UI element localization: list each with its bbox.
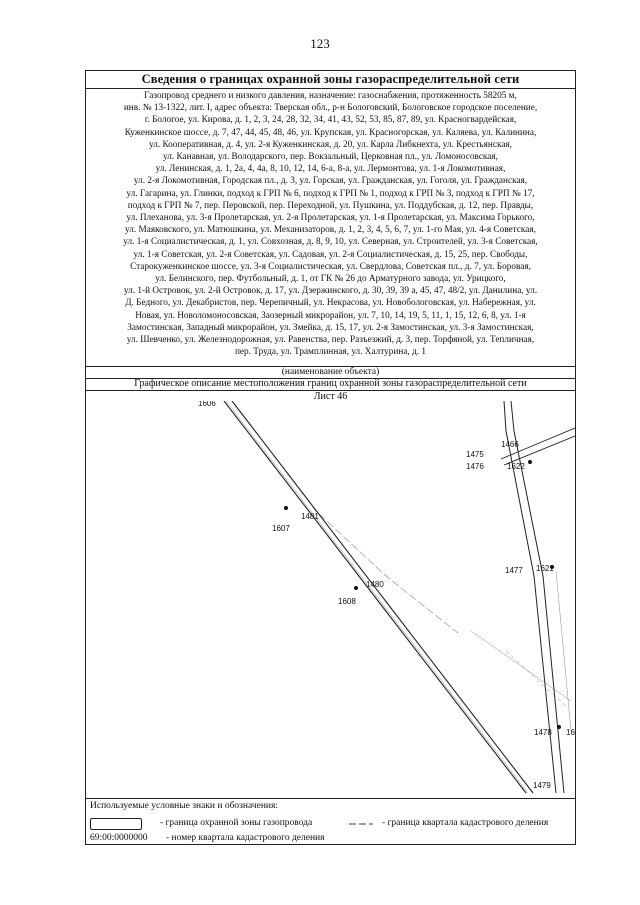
point-label: 1476 (466, 462, 484, 471)
object-description-line: Д. Бедного, ул. Декабристов, пер. Черепичный, ул. Некрасова, ул. Новобологовская, ул. Набережная, ул. (125, 298, 536, 309)
zone-boundary-lines (224, 401, 575, 793)
legend-quarter-boundary: - граница квартала кадастрового деления (382, 818, 549, 828)
aux-line (556, 571, 571, 731)
object-label: (наименование объекта) (86, 366, 575, 379)
point-label: 1606 (198, 401, 216, 408)
point-label: 1479 (533, 781, 551, 790)
quarter-boundary-swatch (348, 821, 374, 827)
point-label: 1481 (301, 512, 319, 521)
boundary-point (354, 586, 358, 590)
boundary-map (86, 401, 575, 797)
object-description-line: ул. 2-я Локомотивная, Городская пл., д. 3, ул. Горская, ул. Гражданская, ул. Гоголя, ул. Гражданская, (133, 176, 528, 187)
point-label: 1621 (536, 564, 554, 573)
boundary-point (284, 506, 288, 510)
object-description-line: ул. Гагарина, ул. Глинки, подход к ГРП № 6, подход к ГРП № 1, подход к ГРП № 3, подход к ГРП № 17, (126, 188, 535, 199)
sheet-label: Лист 46 (313, 391, 348, 402)
point-label: 1477 (505, 566, 523, 575)
point-label: 1607 (272, 524, 290, 533)
zone-boundary-swatch (90, 818, 142, 830)
legend-title: Используемые условные знаки и обозначения: (90, 801, 279, 811)
object-description-line: инв. № 13-1322, лит. I, адрес объекта: Тверская обл., р-н Бологовский, Бологовское городское поселение, (123, 103, 538, 114)
page-number: 123 (310, 36, 330, 51)
aux-line (226, 401, 528, 793)
section-title: Сведения о границах охранной зоны газораспределительной сети (86, 71, 575, 89)
point-label: 1622 (507, 462, 525, 471)
object-description-line: ул. Плеханова, ул. 3-я Пролетарская, ул. 2-я Пролетарская, ул. 1-я Пролетарская, ул. Максима Горького, (126, 213, 535, 224)
object-description-line: Куженкинское шоссе, д. 7, 47, 44, 45, 48, 46, ул. Крупская, ул. Красногорская, ул. Каляева, ул. Калинина, (124, 127, 537, 138)
object-description-line: Старокуженкинское шоссе, ул. 3-я Социалистическая, ул. Свердлова, Советская пл., д. 7, ул. Боровая, (130, 261, 531, 272)
object-description-line: пер. Труда, ул. Трамплинная, ул. Халтурина, д. 1 (234, 347, 427, 358)
point-label: 1608 (338, 597, 356, 606)
legend-zone-boundary: - граница охранной зоны газопровода (160, 818, 313, 828)
boundary-point (557, 725, 561, 729)
object-description-line: г. Бологое, ул. Кирова, д. 1, 2, 3, 24, 28, 32, 34, 41, 43, 52, 53, 85, 87, 89, ул. Красногвардейская, (144, 115, 517, 126)
boundary-point (528, 460, 532, 464)
object-description-line: ул. 1-я Социалистическая, д. 1, ул. Совхозная, д. 8, 9, 10, ул. Северная, ул. Строителей, ул. 3-я Советская, (123, 237, 538, 248)
point-label: 1475 (466, 450, 484, 459)
object-description (89, 90, 572, 358)
object-description-line: ул. 1-я Советская, ул. 2-я Советская, ул. Садовая, ул. 2-я Социалистическая, д. 15, 25, пер. Свободы, (133, 249, 528, 260)
zone-boundary-line (224, 401, 526, 793)
point-label: 1466 (501, 440, 519, 449)
object-description-line: Газопровод среднего и низкого давления, назначение: газоснабжения, протяженность 58205 м, (144, 91, 517, 101)
object-description-line: подход к ГРП № 7, пер. Перовской, пер. Переходной, ул. Пушкина, ул. Поддубская, д. 12, пер. Правды, (127, 200, 534, 211)
point-label: 1480 (366, 580, 384, 589)
object-description-line: ул. Кооперативная, д. 4, ул. 2-я Куженкинская, д. 20, ул. Карла Либкнехта, ул. Крестьянская, (148, 139, 512, 150)
object-description-line: ул. Ленинская, д. 1, 2а, 4, 4а, 8, 10, 12, 14, 6-а, 8-а, ул. Лермонтова, ул. 1-я Локомотивная, (155, 164, 506, 175)
aux-line (506, 651, 566, 706)
object-description-line: ул. Маяковского, ул. Матюшкина, ул. Механизаторов, д. 1, 2, 3, 4, 5, 6, 7, ул. 1-го Мая, ул. 4-я Советская, (125, 225, 536, 236)
legend-quarter-number: - номер квартала кадастрового деления (166, 833, 325, 843)
object-description-line: Замостинская, Западный микрорайон, ул. Змейка, д. 15, 17, ул. 2-я Замостинская, ул. 3-я Замостинская, (127, 322, 534, 333)
aux-line (471, 631, 571, 701)
object-description-line: Новая, ул. Новоломоносовская, Заозерный микрорайон, ул. 7, 10, 14, 19, 5, 11, 1, 15, 12, 6, 8, ул. 1-я (135, 310, 526, 321)
legend (86, 798, 575, 847)
object-description-line: ул. Шевченко, ул. Железнодорожная, ул. Равенства, пер. Разъезжий, д. 3, пер. Торфяной, ул. Тепличная, (126, 335, 535, 346)
object-description-line: ул. 1-й Островок, ул. 2-й Островок, д. 17, ул. Дзержинского, д. 30, 39, 39 а, 45, 47, 48/2, ул. Данилина, ул. (123, 286, 538, 297)
graphic-title: Графическое описание местоположения границ охранной зоны газораспределительной сети (86, 378, 575, 391)
zone-boundary-line (232, 401, 533, 793)
legend-quarter-code: 69:00:0000000 (90, 833, 148, 843)
point-label: 16 (566, 728, 575, 737)
document-frame (85, 70, 576, 845)
point-label: 1478 (534, 728, 552, 737)
object-description-line: ул. Белинского, пер. Футбольный, д. 1, от ГК № 26 до Арматурного завода, ул. Урицкого, (155, 274, 506, 285)
object-description-line: ул. Канавная, ул. Володарского, пер. Вокзальный, Церковная пл., ул. Ломоносовская, (163, 152, 498, 163)
